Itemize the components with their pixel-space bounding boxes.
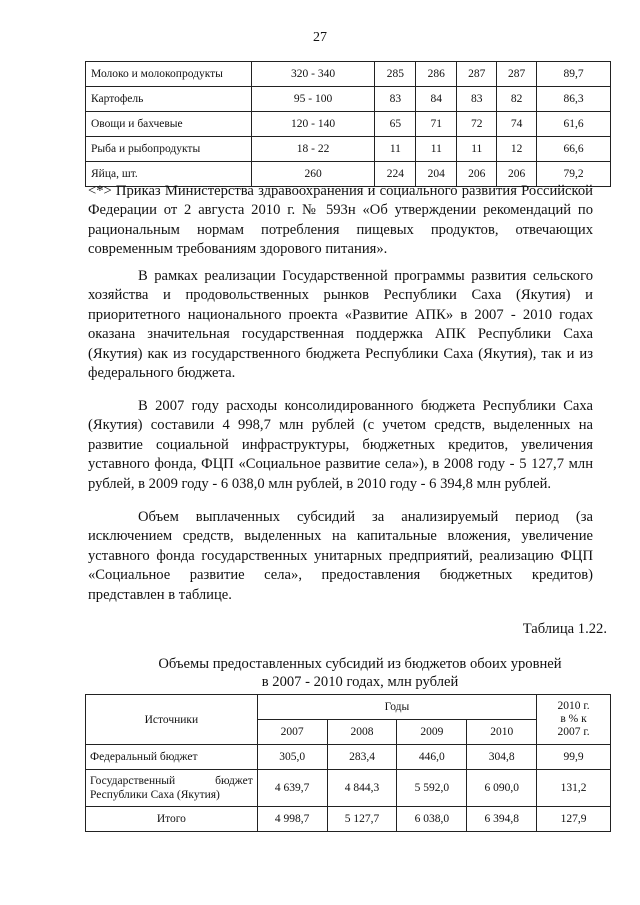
table-cell: 83 xyxy=(457,87,497,112)
table-cell: 86,3 xyxy=(537,87,611,112)
table-cell: 72 xyxy=(457,112,497,137)
row-value: 6 394,8 xyxy=(467,807,537,832)
row-percent: 99,9 xyxy=(537,745,611,770)
row-source: Итого xyxy=(86,807,258,832)
table-title xyxy=(130,655,590,691)
row-value: 304,8 xyxy=(467,745,537,770)
page-number: 27 xyxy=(313,30,327,45)
paragraph-2: В 2007 году расходы консолидированного бюджета Республики Саха (Якутия) составили 4 998,7 млн рублей (с учетом средств, выделенных на развитие социальной инфраструктуры, бюджетных кредитов, увеличения уставного фонда, ФЦП «Социальное развитие села»), в 2008 году - 5 127,7 млн рублей, в 2009 году - 6 038,0 млн рублей, в 2010 году - 6 394,8 млн рублей. xyxy=(88,398,593,492)
header-percent xyxy=(537,695,611,745)
table-cell: 286 xyxy=(416,62,457,87)
table-row xyxy=(86,807,611,832)
row-value: 6 090,0 xyxy=(467,770,537,807)
table-cell: 18 - 22 xyxy=(251,137,375,162)
table-cell: 11 xyxy=(416,137,457,162)
row-value: 5 127,7 xyxy=(327,807,397,832)
paragraph-1: В рамках реализации Государственной программы развития сельского хозяйства и продовольственных рынков Республики Саха (Якутия) и приоритетного национального проекта «Развитие АПК» в 2007 - 2010 годах оказана значительная государственная поддержка АПК Республики Саха (Якутия) как из государственного бюджета Республики Саха (Якутия), так и из федерального бюджета. xyxy=(88,268,593,382)
row-value: 4 998,7 xyxy=(257,807,327,832)
table-row xyxy=(86,137,611,162)
table-cell: 12 xyxy=(497,137,537,162)
table-row xyxy=(86,87,611,112)
row-value: 446,0 xyxy=(397,745,467,770)
subsidies-table xyxy=(85,694,611,832)
header-percent-line-2: в % к xyxy=(560,713,587,725)
table-cell: 120 - 140 xyxy=(251,112,375,137)
table-caption: Таблица 1.22. xyxy=(522,621,607,637)
row-value: 305,0 xyxy=(257,745,327,770)
row-source: Федеральный бюджет xyxy=(86,745,258,770)
table-cell: 83 xyxy=(375,87,416,112)
row-value: 283,4 xyxy=(327,745,397,770)
table-cell: 66,6 xyxy=(537,137,611,162)
table-cell: 287 xyxy=(497,62,537,87)
paragraph-3: Объем выплаченных субсидий за анализируемый период (за исключением средств, выделенных на капитальные вложения, увеличение уставного фонда государственных унитарных предприятий, реализацию ФЦП «Социальное развитие села», предоставления бюджетных кредитов) представлен в таблице. xyxy=(88,509,593,603)
product-name: Яйца, шт. xyxy=(86,162,252,187)
header-sources: Источники xyxy=(86,695,258,745)
table-cell: 204 xyxy=(416,162,457,187)
table-cell: 285 xyxy=(375,62,416,87)
header-year-2007: 2007 xyxy=(257,720,327,745)
header-percent-line-1: 2010 г. xyxy=(557,700,590,712)
table-cell: 287 xyxy=(457,62,497,87)
table-cell: 74 xyxy=(497,112,537,137)
table-row xyxy=(86,62,611,87)
table-cell: 11 xyxy=(457,137,497,162)
row-percent: 127,9 xyxy=(537,807,611,832)
table-cell: 320 - 340 xyxy=(251,62,375,87)
table-cell: 84 xyxy=(416,87,457,112)
table-cell: 206 xyxy=(497,162,537,187)
product-name: Рыба и рыбопродукты xyxy=(86,137,252,162)
table-cell: 65 xyxy=(375,112,416,137)
row-value: 5 592,0 xyxy=(397,770,467,807)
table-cell: 224 xyxy=(375,162,416,187)
header-year-2009: 2009 xyxy=(397,720,467,745)
product-name: Картофель xyxy=(86,87,252,112)
table-row xyxy=(86,745,611,770)
product-name: Молоко и молокопродукты xyxy=(86,62,252,87)
table-cell: 206 xyxy=(457,162,497,187)
footnote: <*> Приказ Министерства здравоохранения и социального развития Российской Федерации от 2 августа 2010 г. № 593н «Об утверждении рекомендаций по рациональным нормам потребления пищевых продуктов, отвечающих современным требованиям здорового питания». xyxy=(88,183,593,258)
table-cell: 79,2 xyxy=(537,162,611,187)
table-cell: 260 xyxy=(251,162,375,187)
row-value: 4 844,3 xyxy=(327,770,397,807)
table-row xyxy=(86,770,611,807)
header-year-2008: 2008 xyxy=(327,720,397,745)
row-value: 6 038,0 xyxy=(397,807,467,832)
row-percent: 131,2 xyxy=(537,770,611,807)
table-cell: 82 xyxy=(497,87,537,112)
row-value: 4 639,7 xyxy=(257,770,327,807)
table-cell: 11 xyxy=(375,137,416,162)
table-title-line-1: Объемы предоставленных субсидий из бюджетов обоих уровней xyxy=(158,656,562,672)
header-year-2010: 2010 xyxy=(467,720,537,745)
header-percent-line-3: 2007 г. xyxy=(557,726,590,738)
table-cell: 71 xyxy=(416,112,457,137)
consumption-table xyxy=(85,61,611,187)
table-row xyxy=(86,112,611,137)
table-cell: 95 - 100 xyxy=(251,87,375,112)
table-cell: 61,6 xyxy=(537,112,611,137)
header-years: Годы xyxy=(257,695,536,720)
product-name: Овощи и бахчевые xyxy=(86,112,252,137)
row-source: Государственный бюджет Республики Саха (Якутия) xyxy=(86,770,258,807)
table-title-line-2: в 2007 - 2010 годах, млн рублей xyxy=(261,674,459,690)
table-cell: 89,7 xyxy=(537,62,611,87)
